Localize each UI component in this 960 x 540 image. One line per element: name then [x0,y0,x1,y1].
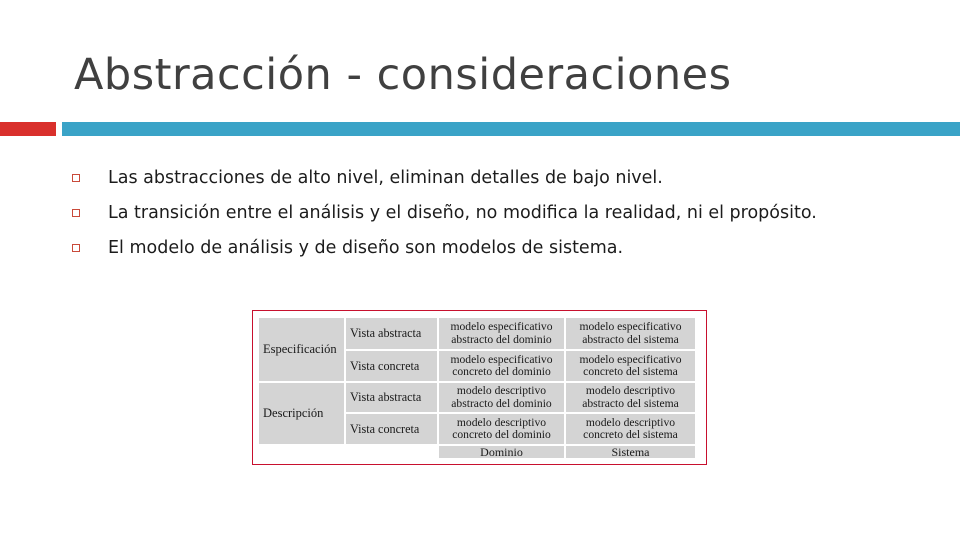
title-accent-bar-blue [62,122,960,136]
view-label: Vista concreta [345,413,438,445]
table-cell: modelo descriptivo concreto del dominio [438,413,565,445]
table-cell: modelo especificativo concreto del dominio [438,350,565,382]
view-label: Vista abstracta [345,382,438,413]
group-especificacion: Especificación [258,317,345,382]
table-cell: modelo especificativo abstracto del dominio [438,317,565,350]
bullet-text: El modelo de análisis y de diseño son modelos de sistema. [108,238,624,258]
title-accent-bar-red [0,122,56,136]
hollow-square-bullet-icon [72,244,80,252]
table-cell: modelo descriptivo concreto del sistema [565,413,696,445]
view-label: Vista abstracta [345,317,438,350]
model-classification-table [258,317,698,459]
table-cell: modelo descriptivo abstracto del dominio [438,382,565,413]
table-corner-empty [258,445,438,459]
bullet-text: Las abstracciones de alto nivel, eliminan detalles de bajo nivel. [108,168,663,188]
bullet-text: La transición entre el análisis y el diseño, no modifica la realidad, ni el propósito. [108,203,817,223]
model-table-figure [252,310,707,465]
group-descripcion: Descripción [258,382,345,445]
bullet-item [72,166,872,191]
hollow-square-bullet-icon [72,174,80,182]
table-cell: modelo descriptivo abstracto del sistema [565,382,696,413]
column-label-sistema: Sistema [565,445,696,459]
hollow-square-bullet-icon [72,209,80,217]
slide-title: Abstracción - consideraciones [74,50,732,100]
table-cell: modelo especificativo abstracto del sistema [565,317,696,350]
view-label: Vista concreta [345,350,438,382]
bullet-item [72,201,872,226]
bullet-list [72,166,872,271]
bullet-item [72,236,872,261]
column-label-dominio: Dominio [438,445,565,459]
table-cell: modelo especificativo concreto del sistema [565,350,696,382]
